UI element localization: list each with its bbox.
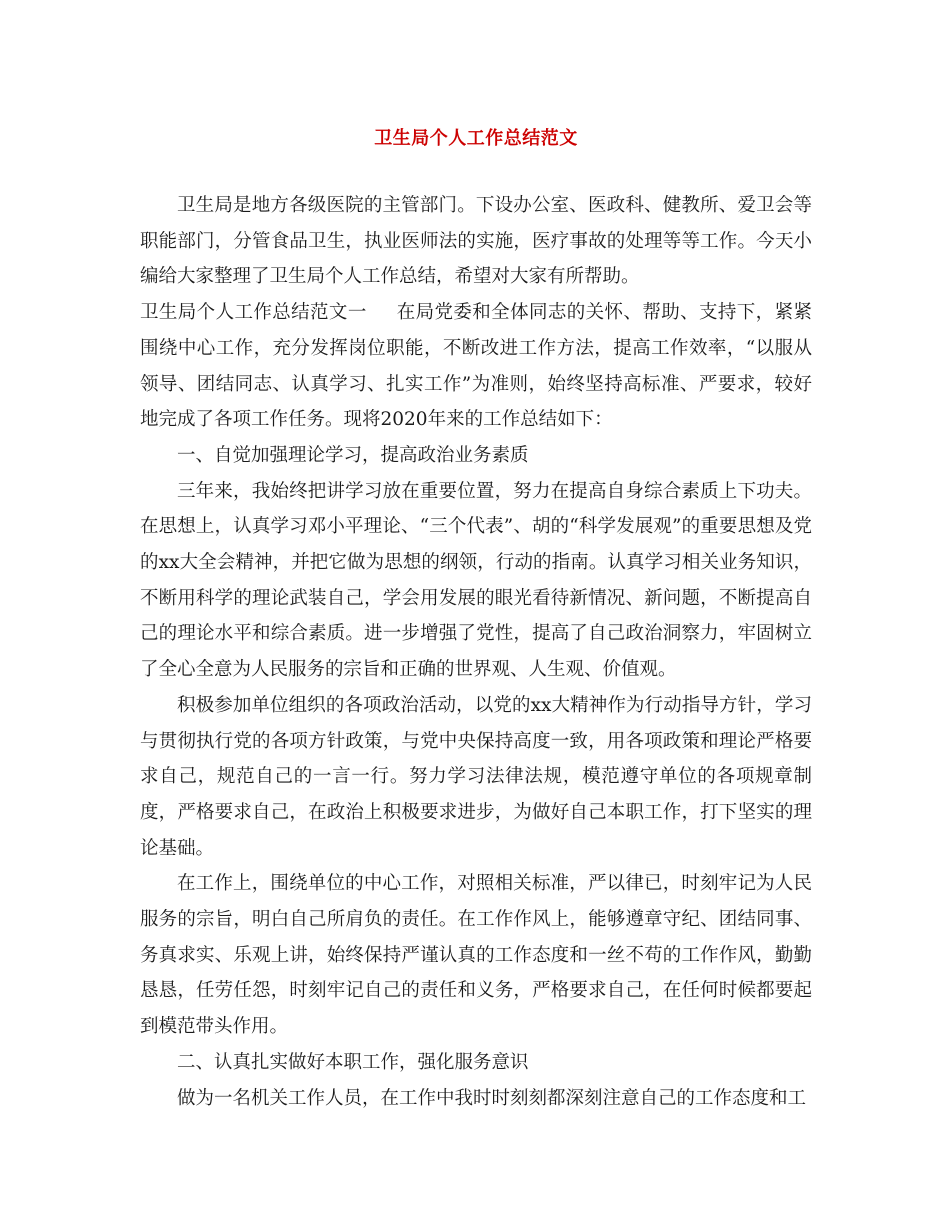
body-paragraph-1: 三年来，我始终把讲学习放在重要位置，努力在提高自身综合素质上下功夫。在思想上，认真学习邓小平理论、“三个代表”、胡的“科学发展观”的重要思想及党的xx大全会精神，并把它做为思想的纲领，行动的指南。认真学习相关业务知识，不断用科学的理论武装自己，学会用发展的眼光看待新情况、新问题，不断提高自己的理论水平和综合素质。进一步增强了党性，提高了自己政治洞察力，牢固树立了全心全意为人民服务的宗旨和正确的世界观、人生观、价值观。 [140,480,812,681]
intro-paragraph: 卫生局是地方各级医院的主管部门。下设办公室、医政科、健教所、爱卫会等职能部门，分管食品卫生，执业医师法的实施，医疗事故的处理等等工作。今天小编给大家整理了卫生局个人工作总结，希望对大家有所帮助。 [140,195,812,288]
body-paragraph-4: 做为一名机关工作人员，在工作中我时时刻刻都深刻注意自己的工作态度和工 [177,1087,807,1109]
document-body [140,188,812,1116]
section-heading-2: 二、认真扎实做好本职工作，强化服务意识 [177,1051,529,1073]
section-one-paragraph [140,295,812,438]
section-one-opening: 在局党委和全体同志的关怀、帮助、支持下，紧紧围绕中心工作，充分发挥岗位职能，不断改进工作方法，提高工作效率，“以服从领导、团结同志、认真学习、扎实工作”为准则，始终坚持高标准、严要求，较好地完成了各项工作任务。现将2020年来的工作总结如下： [140,302,812,431]
body-paragraph-3: 在工作上，围绕单位的中心工作，对照相关标准，严以律已，时刻牢记为人民服务的宗旨，明白自己所肩负的责任。在工作作风上，能够遵章守纪、团结同事、务真求实、乐观上讲，始终保持严谨认真的工作态度和一丝不苟的工作作风，勤勤恳恳，任劳任怨，时刻牢记自己的责任和义务，严格要求自己，在任何时候都要起到模范带头作用。 [140,873,812,1038]
body-paragraph-2: 积极参加单位组织的各项政治活动，以党的xx大精神作为行动指导方针，学习与贯彻执行党的各项方针政策，与党中央保持高度一致，用各项政策和理论严格要求自己，规范自己的一言一行。努力学习法律法规，模范遵守单位的各项规章制度，严格要求自己，在政治上积极要求进步，为做好自己本职工作，打下坚实的理论基础。 [140,694,812,859]
document-title: 卫生局个人工作总结范文 [374,128,578,149]
section-one-label: 卫生局个人工作总结范文一 [140,302,367,324]
section-heading-1: 一、自觉加强理论学习，提高政治业务素质 [177,444,529,466]
